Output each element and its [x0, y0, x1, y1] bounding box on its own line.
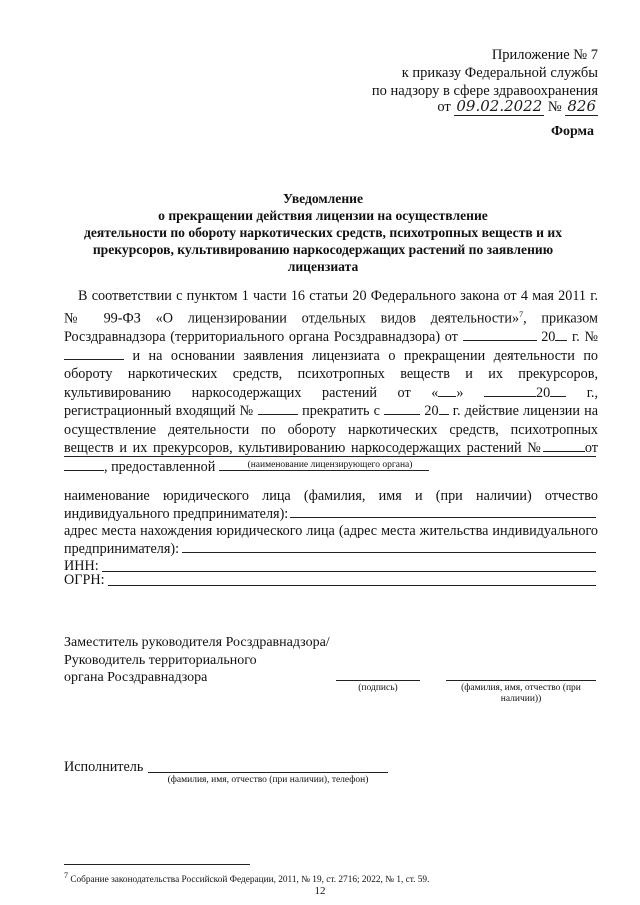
year-suffix-blank[interactable]: [555, 328, 567, 341]
order-reference-line: к приказу Федеральной службы: [401, 65, 598, 81]
signature-line[interactable]: [336, 680, 420, 681]
page-number: 12: [314, 885, 326, 897]
order-date-number: [437, 97, 598, 116]
year-suffix-blank-3[interactable]: [439, 402, 449, 415]
paragraph-text-3: и на основании заявления лицензиата о прекращении деятельности по обороту наркотических средств, психотропных веществ и их прекурсоров, культивированию наркосодержащих растений от «: [64, 347, 599, 401]
fio-caption: (фамилия, имя, отчество (при наличии)): [461, 683, 581, 704]
handwritten-date: 09.02.2022: [456, 97, 543, 115]
paragraph-text-4: г., регистрационный входящий №: [64, 384, 599, 420]
from-prefix: от: [437, 99, 451, 115]
year-prefix-3: 20: [424, 403, 439, 420]
paragraph-text-6: г. действие лицензии на осуществление деятельности по обороту наркотических средств, психотропных веществ и их прекурсоров, культивированию наркосодержащих растений №: [64, 403, 599, 457]
executor-label: Исполнитель: [64, 759, 144, 775]
fio-line[interactable]: [446, 680, 596, 681]
inn-line[interactable]: [102, 571, 596, 572]
address-line[interactable]: [182, 552, 596, 553]
ogrn-label: ОГРН:: [64, 572, 105, 588]
day-blank[interactable]: [438, 384, 456, 397]
license-number-blank[interactable]: [543, 439, 585, 452]
quote-close: »: [456, 384, 464, 401]
title-line-2: о прекращении действия лицензии на осуществление: [158, 208, 488, 223]
footnote-ref: 7: [519, 309, 524, 319]
month-blank[interactable]: [484, 384, 536, 397]
number-text: г. №: [572, 328, 599, 345]
address-label: адрес места нахождения юридического лица (адрес места жительства индивидуального предпринимателя):: [64, 523, 598, 557]
document-title: [60, 190, 586, 275]
year-prefix: 20: [541, 328, 556, 345]
signatory-line-2: Руководитель территориального: [64, 652, 257, 668]
handwritten-number: 826: [567, 97, 596, 115]
registration-number-blank[interactable]: [258, 402, 298, 415]
executor-line[interactable]: [148, 772, 388, 773]
form-label: Форма: [550, 124, 594, 139]
signatory-line-3: органа Росздравнадзора: [64, 670, 208, 685]
executor-caption: (фамилия, имя, отчество (при наличии), телефон): [167, 775, 369, 785]
order-date-blank[interactable]: [463, 328, 537, 341]
from-text: от: [584, 440, 598, 457]
footnote-text: Собрание законодательства Российской Федерации, 2011, № 19, ст. 2716; 2022, № 1, ст. 59.: [70, 875, 430, 886]
title-line-1: Уведомление: [282, 191, 364, 206]
entity-name-line[interactable]: [290, 517, 596, 518]
notice-paragraph: [64, 287, 598, 477]
signatory-block: [64, 634, 330, 687]
title-line-4: прекурсоров, культивированию наркосодержащих растений по заявлению: [92, 242, 554, 257]
inn-label: ИНН:: [64, 558, 99, 574]
footnote: [64, 871, 429, 885]
footnote-mark: 7: [64, 871, 68, 880]
signatory-line-1: Заместитель руководителя Росздравнадзора/: [64, 635, 330, 650]
number-prefix: №: [547, 99, 562, 115]
licensing-organ-line[interactable]: [64, 456, 596, 457]
termination-date-blank[interactable]: [384, 402, 420, 415]
paragraph-text-2: , приказом Росздравнадзора (территориального органа Росздравнадзора) от: [64, 310, 598, 345]
footnote-separator: [64, 864, 250, 865]
appendix-label: Приложение № 7: [491, 47, 598, 63]
agency-name-line: по надзору в сфере здравоохранения: [371, 83, 598, 99]
ogrn-line[interactable]: [108, 585, 596, 586]
year-prefix-2: 20: [535, 384, 551, 401]
paragraph-text-1: В соответствии с пунктом 1 части 16 статьи 20 Федерального закона от 4 мая 2011 г. № 99-ФЗ «О лицензировании отдельных видов деятельности»: [64, 288, 598, 327]
signature-caption: (подпись): [358, 683, 398, 693]
entity-name-label: наименование юридического лица (фамилия, имя и (при наличии) отчество индивидуального предпринимателя):: [64, 488, 598, 522]
order-number-blank[interactable]: [64, 347, 124, 360]
title-line-5: лицензиата: [287, 259, 359, 274]
year-suffix-blank-2[interactable]: [550, 384, 566, 397]
issued-by-text: , предоставленной: [104, 459, 216, 476]
title-line-3: деятельности по обороту наркотических средств, психотропных веществ и их: [83, 225, 562, 240]
licensing-organ-caption: (наименование лицензирующего органа): [247, 460, 413, 470]
paragraph-text-5: прекратить с: [302, 403, 380, 420]
